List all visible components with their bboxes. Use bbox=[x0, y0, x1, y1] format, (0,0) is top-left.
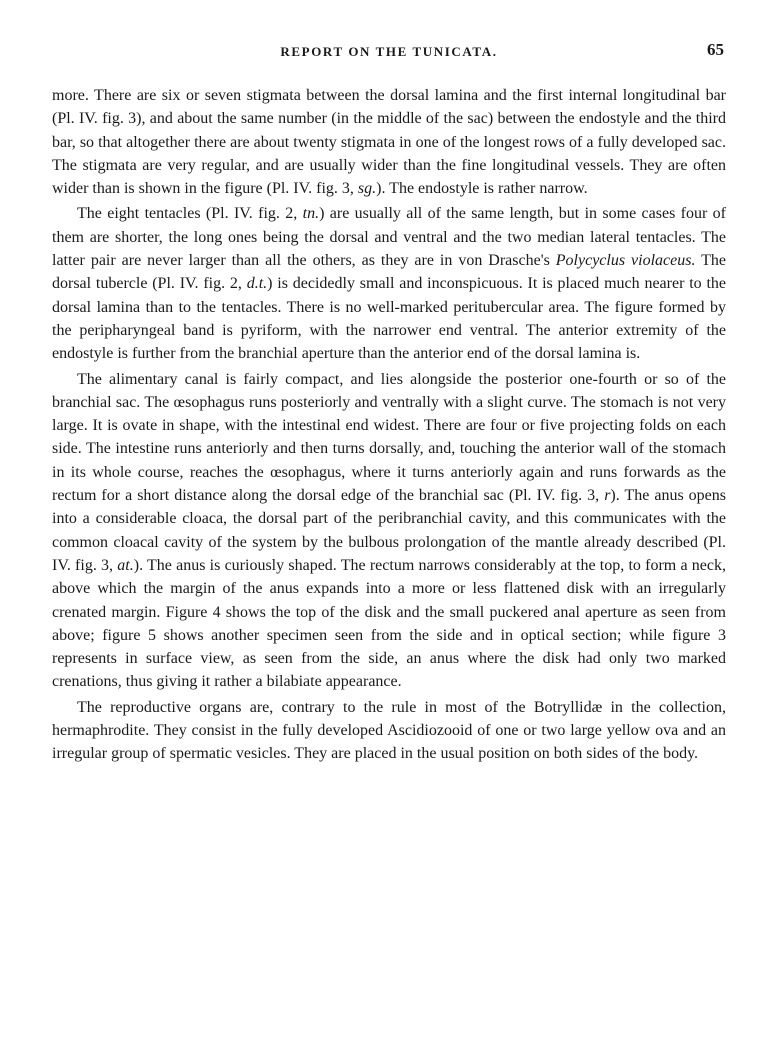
italic-label: sg. bbox=[357, 180, 377, 198]
running-title: REPORT ON THE TUNICATA. bbox=[280, 44, 498, 59]
paragraph-stigmata-continued bbox=[52, 84, 726, 200]
paragraph-tentacles bbox=[52, 202, 726, 365]
italic-label: r bbox=[604, 487, 611, 505]
italic-label: at. bbox=[117, 556, 134, 574]
text-segment: The alimentary canal is fairly compact, and lies alongside the posterior one-fourth or so of the branchial sac. The œsophagus runs posteriorly and ventrally with a slight curve. The stomach is not very large. It is ovate in shape, with the intestinal end widest. There are four or five projecting folds on each side. The intestine runs anteriorly and then turns dorsally, and, touching the anterior wall of the stomach in its whole course, reaches the œsophagus, where it turns anteriorly again and runs forwards as the rectum for a short distance along the dorsal edge of the branchial sac (Pl. IV. fig. 3, bbox=[52, 370, 726, 505]
page-header bbox=[52, 40, 726, 64]
text-segment: ) is decidedly small and inconspicuous. It is placed much nearer to the dorsal lamina than to the tentacles. There is no well-marked peritubercular area. The figure formed by the peripharyngeal band is pyriform, with the narrower end ventral. The anterior extremity of the endostyle is further from the branchial aperture than the anterior end of the dorsal lamina is. bbox=[52, 275, 727, 363]
text-segment: The eight tentacles (Pl. IV. fig. 2, bbox=[77, 205, 303, 223]
page-number: 65 bbox=[707, 40, 724, 59]
italic-label: d.t. bbox=[246, 275, 268, 293]
text-segment: more. There are six or seven stigmata between the dorsal lamina and the first internal longitudinal bar (Pl. IV. fig. 3), and about the same number (in the middle of the sac) between the endostyle and the third bar, so that altogether there are about twenty stigmata in one of the longest rows of a fully developed sac. The stigmata are very regular, and are usually wider than the fine longitudinal vessels. They are often wider than is shown in the figure (Pl. IV. fig. 3, bbox=[52, 87, 726, 198]
page bbox=[52, 40, 726, 768]
body-text bbox=[52, 84, 726, 766]
italic-label: tn. bbox=[302, 205, 320, 223]
text-segment: The reproductive organs are, contrary to the rule in most of the Botryllidæ in the collection, hermaphrodite. They consist in the fully developed Ascidiozooid of one or two large yellow ova and an irregular group of spermatic vesicles. They are placed in the usual position on both sides of the body. bbox=[52, 698, 726, 763]
paragraph-alimentary-canal bbox=[52, 368, 726, 694]
text-segment: ). The endostyle is rather narrow. bbox=[376, 180, 588, 198]
species-name: Polycyclus violaceus. bbox=[555, 252, 696, 270]
text-segment: The dorsal tubercle (Pl. IV. fig. 2, bbox=[52, 252, 726, 293]
text-segment: ). The anus opens into a considerable cloaca, the dorsal part of the peribranchial cavity, and this communicates with the common cloacal cavity of the system by the bulbous prolongation of the mantle already described (Pl. IV. fig. 3, bbox=[52, 487, 727, 574]
paragraph-reproductive-organs bbox=[52, 696, 726, 766]
text-segment: ). The anus is curiously shaped. The rectum narrows considerably at the top, to form a neck, above which the margin of the anus expands into a more or less flattened disk with an irregularly crenated margin. Figure 4 shows the top of the disk and the small puckered anal aperture as seen from above; figure 5 shows another specimen seen from the side and in optical section; while figure 3 represents in surface view, as seen from the side, an anus where the disk had only two marked crenations, thus giving it rather a bilabiate appearance. bbox=[52, 556, 727, 691]
text-segment: ) are usually all of the same length, but in some cases four of them are shorter, the long ones being the dorsal and ventral and the two median lateral tentacles. The latter pair are never larger than all the others, as they are in von Drasche's bbox=[52, 205, 727, 270]
